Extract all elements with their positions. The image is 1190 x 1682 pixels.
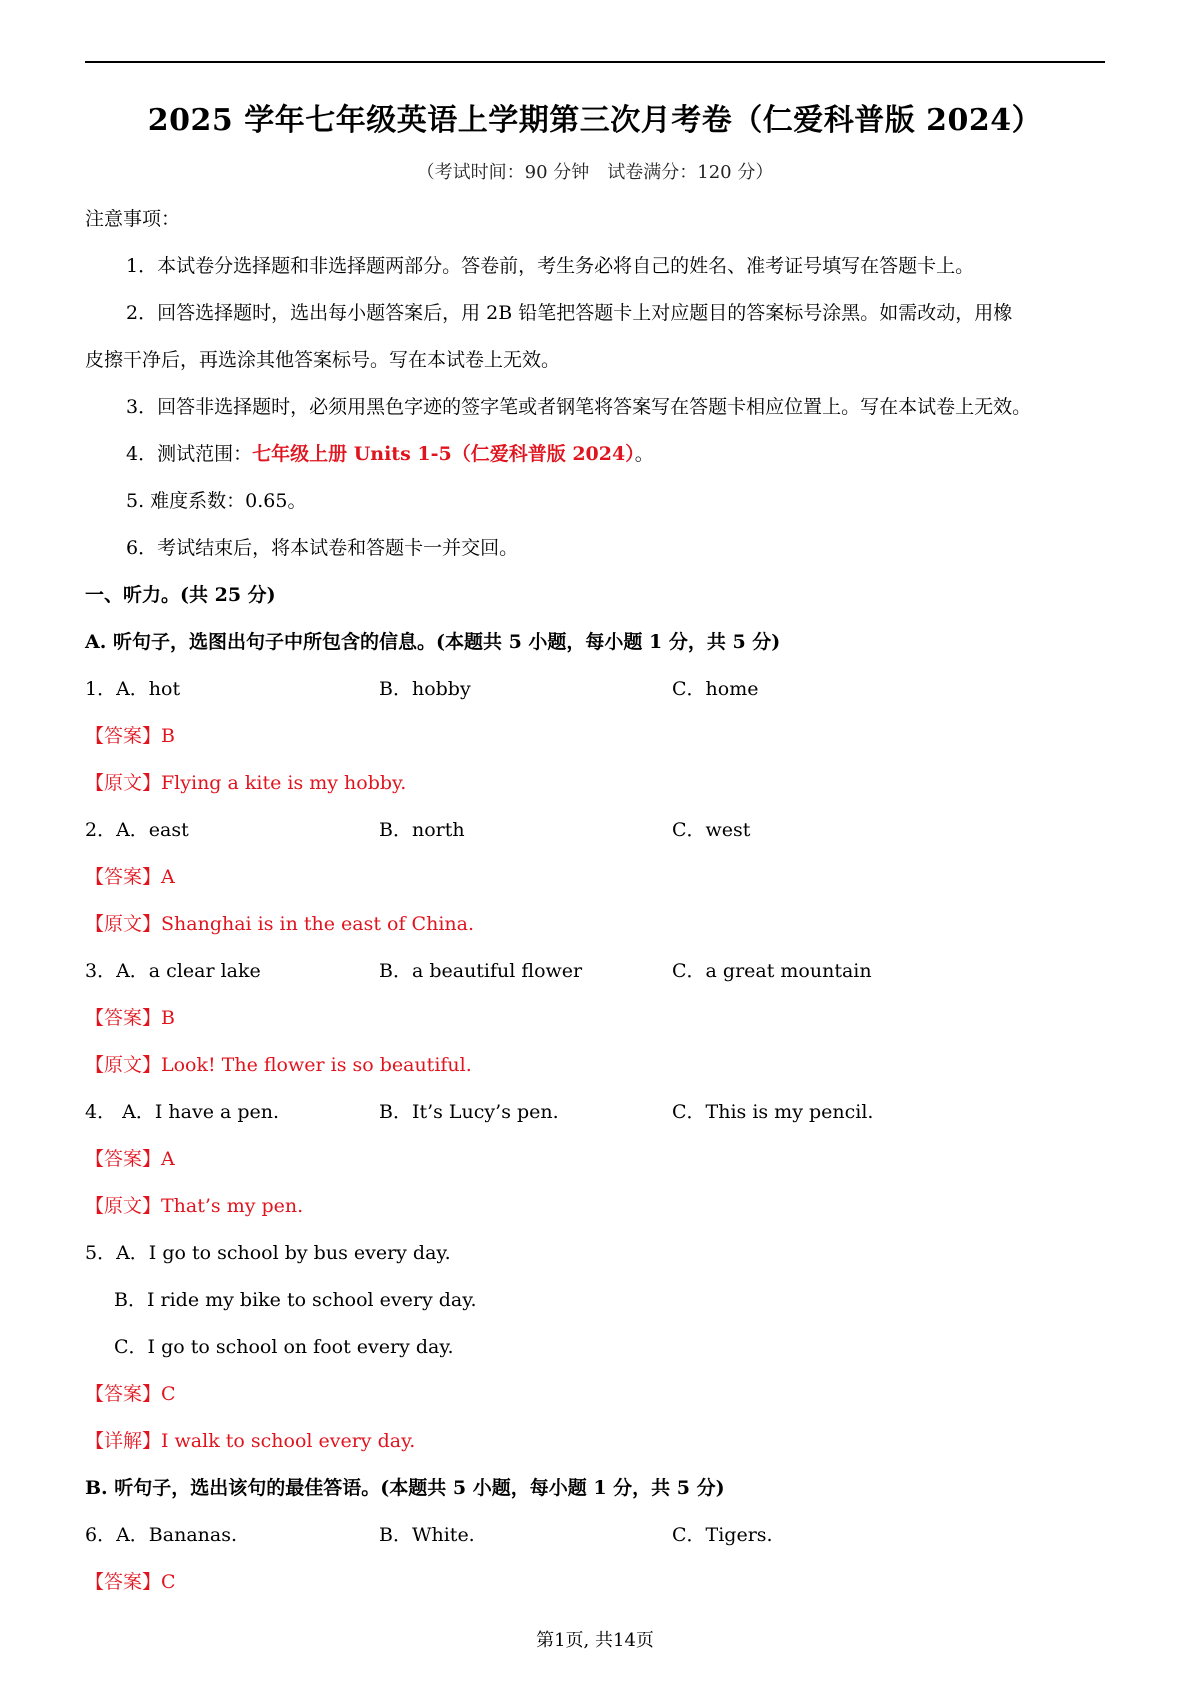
q4-option-a: 4． A．I have a pen.: [85, 1101, 280, 1123]
notice-item-3: 3．回答非选择题时，必须用黑色字迹的签字笔或者钢笔将答案写在答题卡相应位置上。写在本试卷上无效。: [126, 396, 1032, 418]
notice-item-2: 2．回答选择题时，选出每小题答案后，用 2B 铅笔把答题卡上对应题目的答案标号涂黑。如需改动，用橡: [126, 302, 1013, 324]
notice-item-2-cont: 皮擦干净后，再选涂其他答案标号。写在本试卷上无效。: [85, 349, 561, 371]
page-title: 2025 学年七年级英语上学期第三次月考卷（仁爱科普版 2024）: [147, 103, 1043, 138]
notice-item-4-suffix: 。: [634, 443, 654, 465]
q2-option-c: C．west: [672, 819, 751, 841]
q6-option-b: B．White.: [379, 1524, 475, 1546]
q4-option-c: C．This is my pencil.: [672, 1101, 874, 1123]
q5-option-c: C．I go to school on foot every day.: [114, 1336, 454, 1358]
q3-option-c: C．a great mountain: [672, 960, 872, 982]
q4-answer: 【答案】A: [85, 1148, 175, 1170]
notice-item-1: 1．本试卷分选择题和非选择题两部分。答卷前，考生务必将自己的姓名、准考证号填写在答题卡上。: [126, 255, 975, 277]
test-range: 七年级上册 Units 1-5（仁爱科普版 2024）: [252, 443, 635, 465]
q3-transcript: 【原文】Look! The flower is so beautiful.: [85, 1054, 472, 1076]
q3-answer: 【答案】B: [85, 1007, 175, 1029]
q6-option-a: 6．A．Bananas.: [85, 1524, 238, 1546]
q5-option-a: 5．A．I go to school by bus every day.: [85, 1242, 451, 1264]
notice-item-4: [126, 439, 654, 466]
q3-option-a: 3．A．a clear lake: [85, 960, 261, 982]
notice-label: 注意事项：: [85, 208, 181, 230]
q1-answer: 【答案】B: [85, 725, 175, 747]
q5-option-b: B．I ride my bike to school every day.: [114, 1289, 477, 1311]
notice-item-6: 6．考试结束后，将本试卷和答题卡一并交回。: [126, 537, 519, 559]
q2-transcript: 【原文】Shanghai is in the east of China.: [85, 913, 474, 935]
q1-transcript: 【原文】Flying a kite is my hobby.: [85, 772, 407, 794]
q5-explanation: 【详解】I walk to school every day.: [85, 1430, 416, 1452]
q5-answer: 【答案】C: [85, 1383, 176, 1405]
notice-item-5: 5. 难度系数：0.65。: [126, 490, 307, 512]
q6-option-c: C．Tigers.: [672, 1524, 773, 1546]
q2-option-b: B．north: [379, 819, 465, 841]
q4-transcript: 【原文】That’s my pen.: [85, 1195, 304, 1217]
page-number: 第1页, 共14页: [536, 1630, 654, 1651]
q3-option-b: B．a beautiful flower: [379, 960, 583, 982]
q1-option-b: B．hobby: [379, 678, 471, 700]
q1-option-c: C．home: [672, 678, 759, 700]
part-b-heading: B. 听句子，选出该句的最佳答语。(本题共 5 小题，每小题 1 分，共 5 分): [85, 1477, 725, 1499]
q2-option-a: 2．A．east: [85, 819, 189, 841]
q1-option-a: 1．A．hot: [85, 678, 181, 700]
notice-item-4-prefix: 4．测试范围：: [126, 443, 253, 465]
q4-option-b: B．It’s Lucy’s pen.: [379, 1101, 559, 1123]
section-heading-listening: 一、听力。(共 25 分): [85, 584, 276, 606]
q6-answer: 【答案】C: [85, 1571, 176, 1593]
top-rule: [85, 61, 1105, 63]
part-a-heading: A. 听句子，选图出句子中所包含的信息。(本题共 5 小题，每小题 1 分，共 5 分): [85, 631, 781, 653]
exam-info: （考试时间：90 分钟 试卷满分：120 分）: [416, 162, 774, 183]
q2-answer: 【答案】A: [85, 866, 175, 888]
